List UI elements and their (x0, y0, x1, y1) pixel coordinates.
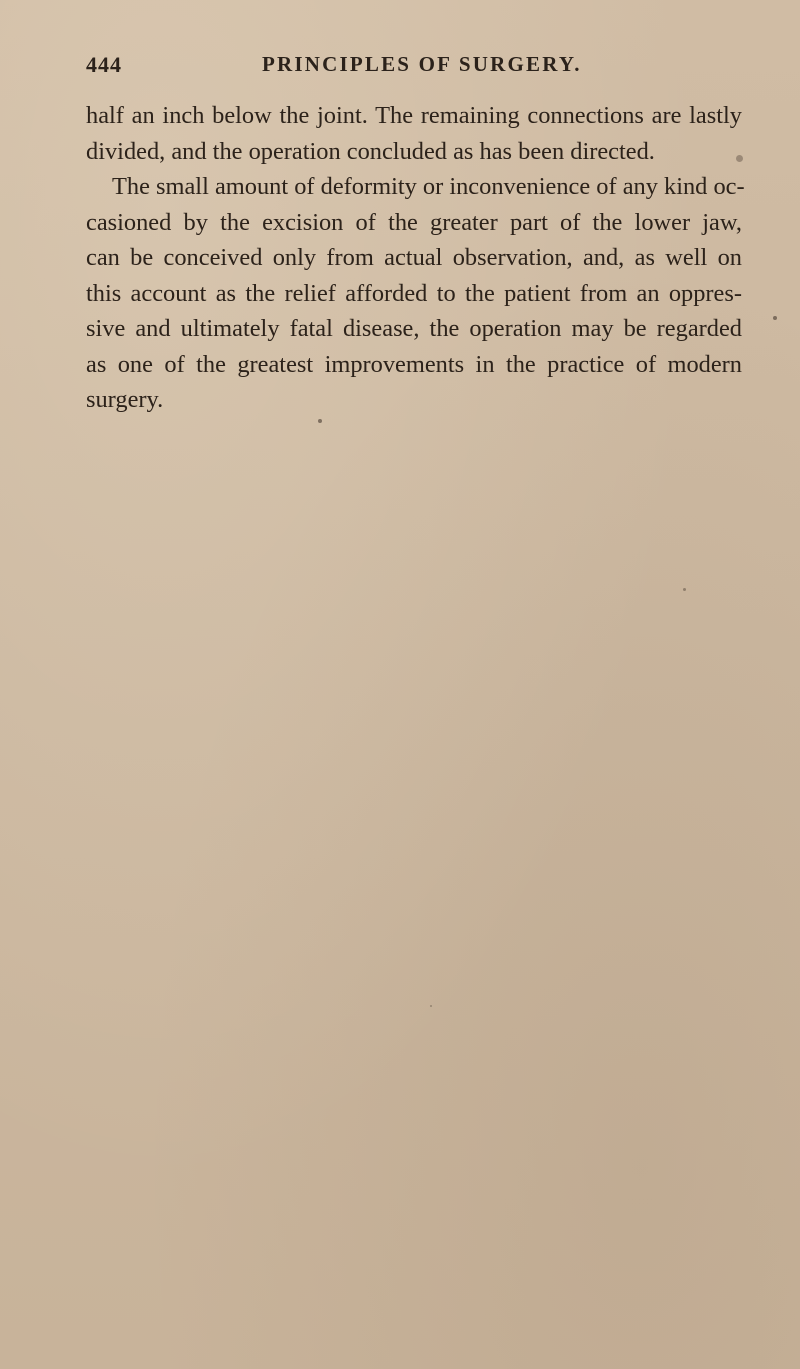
text-line: surgery. (86, 386, 164, 413)
text-line: as one of the greatest improvements in the practice of modern (86, 350, 742, 378)
text-line: The small amount of deformity or inconvenience of any kind oc- (112, 173, 745, 200)
running-head: PRINCIPLES OF SURGERY. (262, 52, 582, 76)
text-line: can be conceived only from actual observation, and, as well on (86, 244, 742, 271)
body-text (86, 98, 745, 418)
page-header (86, 52, 746, 84)
text-line: this account as the relief afforded to the patient from an oppres- (86, 279, 742, 307)
page-number: 444 (86, 52, 122, 77)
paper-speck (773, 316, 777, 320)
paper-speck (683, 588, 686, 591)
text-line: casioned by the excision of the greater part of the lower jaw, (86, 208, 742, 236)
paper-speck (736, 155, 743, 162)
paper-speck (318, 419, 322, 423)
text-line: half an inch below the joint. The remaining connections are lastly (86, 102, 742, 129)
paper-speck (430, 1005, 432, 1007)
text-line: sive and ultimately fatal disease, the operation may be regarded (86, 315, 742, 342)
text-line: divided, and the operation concluded as has been directed. (86, 137, 655, 165)
